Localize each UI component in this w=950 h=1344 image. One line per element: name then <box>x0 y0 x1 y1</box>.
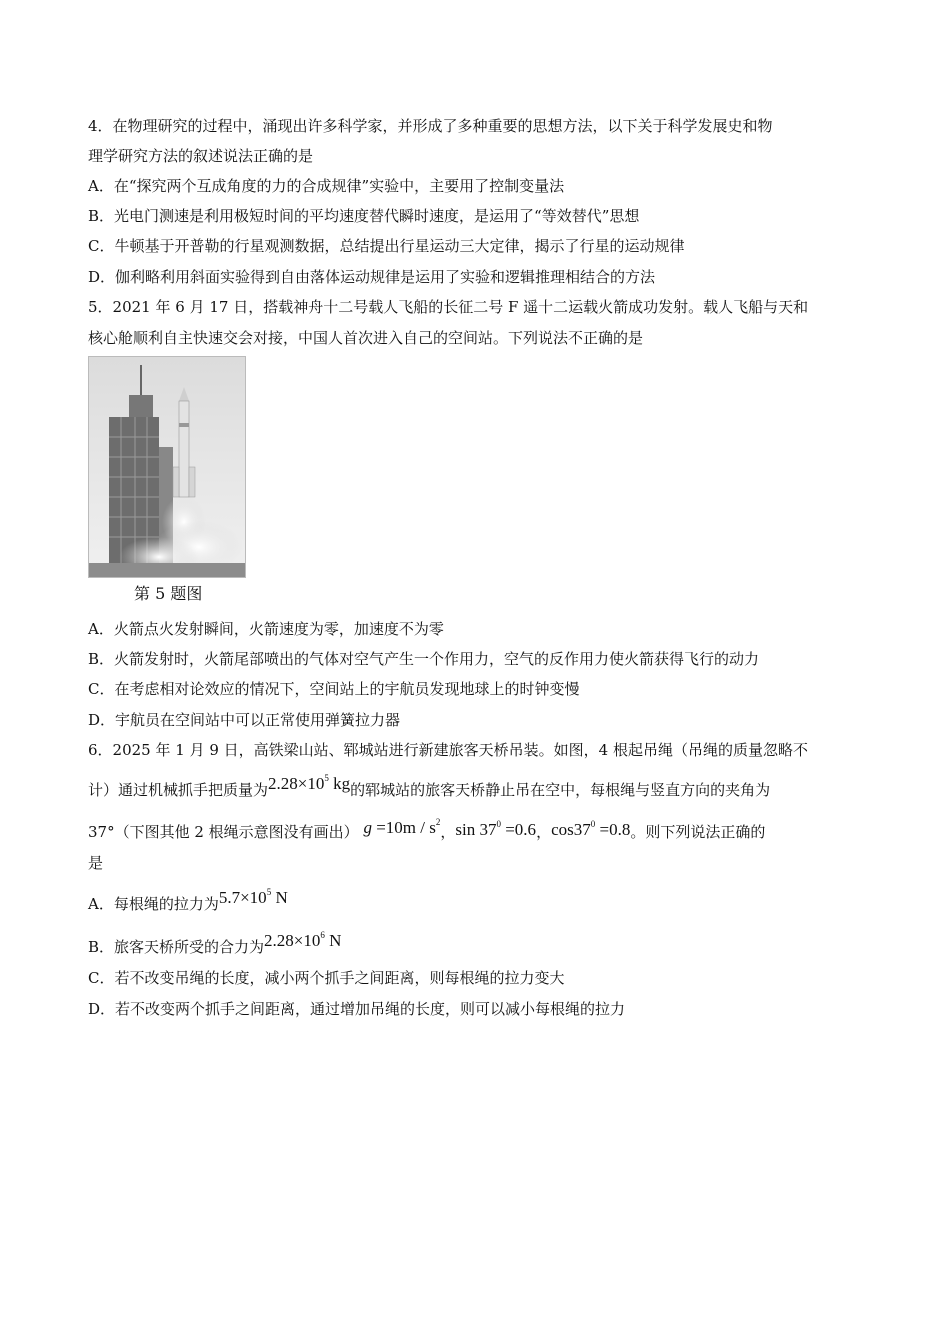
q4-option-b: B．光电门测速是利用极短时间的平均速度替代瞬时速度，是运用了“等效替代”思想 <box>88 207 640 225</box>
q6-mass-expression <box>268 774 350 793</box>
q5-stem-line2: 核心舱顺利自主快速交会对接，中国人首次进入自己的空间站。下列说法不正确的是 <box>88 329 644 347</box>
q6-sin-expression <box>455 820 536 839</box>
q5-option-b: B．火箭发射时，火箭尾部喷出的气体对空气产生一个作用力，空气的反作用力使火箭获得飞行的动力 <box>88 650 760 668</box>
q5-option-a: A．火箭点火发射瞬间，火箭速度为零，加速度不为零 <box>88 620 444 638</box>
q4-option-d: D．伽利略利用斜面实验得到自由落体运动规律是运用了实验和逻辑推理相结合的方法 <box>88 268 656 286</box>
q6-g-value: =10m / s <box>376 818 436 837</box>
q6-stem-line2-post: 的郓城站的旅客天桥静止吊在空中，每根绳与竖直方向的夹角为 <box>350 781 771 799</box>
q6-stem-line2-pre: 计）通过机械抓手把质量为 <box>88 781 269 799</box>
q4-option-a: A．在“探究两个互成角度的力的合成规律”实验中，主要用了控制变量法 <box>88 177 565 195</box>
q6-sin-value: =0.6 <box>505 820 537 839</box>
q6-mass-mantissa: 2.28×10 <box>268 774 325 793</box>
q5-option-d: D．宇航员在空间站中可以正常使用弹簧拉力器 <box>88 711 401 729</box>
q5-figure-caption: 第 5 题图 <box>134 584 203 603</box>
q6-option-a-exponent: 5 <box>266 887 272 897</box>
rocket-launch-illustration <box>89 357 245 577</box>
q6-stem-line2 <box>88 773 878 800</box>
q6-g-symbol: g <box>363 818 372 837</box>
q5-stem-line1: 5．2021 年 6 月 17 日，搭载神舟十二号载人飞船的长征二号 F 遥十二运载火箭成功发射。载人飞船与天和 <box>88 298 809 316</box>
q6-option-a-mantissa: 5.7×10 <box>218 888 267 907</box>
q6-option-b-exponent: 6 <box>320 930 325 940</box>
q6-stem-line3 <box>88 817 878 842</box>
q4-stem-line1: 4．在物理研究的过程中，涌现出许多科学家，并形成了多种重要的思想方法，以下关于科学发展史和物 <box>88 117 773 135</box>
q6-gravity-expression <box>363 818 440 837</box>
q6-separator-2: ， <box>536 823 552 841</box>
q6-cos-exponent: 0 <box>590 819 596 829</box>
q6-option-a-unit: N <box>275 888 288 907</box>
q6-option-b-expression <box>264 931 341 950</box>
q6-option-c: C．若不改变吊绳的长度，减小两个抓手之间距离，则每根绳的拉力变大 <box>88 969 565 987</box>
q5-option-c: C．在考虑相对论效应的情况下，空间站上的宇航员发现地球上的时钟变慢 <box>88 680 580 698</box>
q6-stem-line4: 是 <box>88 854 104 872</box>
q4-option-c: C．牛顿基于开普勒的行星观测数据，总结提出行星运动三大定律，揭示了行星的运动规律 <box>88 237 685 255</box>
q6-g-exponent: 2 <box>435 817 441 827</box>
q6-option-a-expression <box>219 888 288 907</box>
rocket-launch-photo <box>88 356 246 578</box>
q6-mass-unit: kg <box>333 774 351 793</box>
q6-cos-expression <box>551 820 630 839</box>
q6-option-a <box>88 887 878 914</box>
q6-option-b <box>88 930 878 957</box>
q6-cos-value: =0.8 <box>599 820 631 839</box>
q6-stem-line3-post: 。则下列说法正确的 <box>630 823 766 841</box>
q6-option-b-text: B．旅客天桥所受的合力为 <box>88 938 265 956</box>
q6-option-d: D．若不改变两个抓手之间距离，通过增加吊绳的长度，则可以减小每根绳的拉力 <box>88 1000 626 1018</box>
q6-option-a-text: A．每根绳的拉力为 <box>88 895 219 913</box>
q6-option-b-unit: N <box>329 931 342 950</box>
q6-stem-line3-pre: 37°（下图其他 2 根绳示意图没有画出） <box>88 823 359 841</box>
q6-cos-text: cos37 <box>551 820 591 839</box>
q6-sin-exponent: 0 <box>496 819 501 829</box>
q6-stem-line1: 6．2025 年 1 月 9 日，高铁梁山站、郓城站进行新建旅客天桥吊装。如图，4 根起吊绳（吊绳的质量忽略不 <box>88 741 808 759</box>
q6-separator-1: ， <box>440 823 456 841</box>
q6-sin-text: sin 37 <box>455 820 497 839</box>
q6-option-b-mantissa: 2.28×10 <box>264 931 321 950</box>
q4-stem-line2: 理学研究方法的叙述说法正确的是 <box>88 147 314 165</box>
q6-mass-exponent: 5 <box>324 773 329 783</box>
